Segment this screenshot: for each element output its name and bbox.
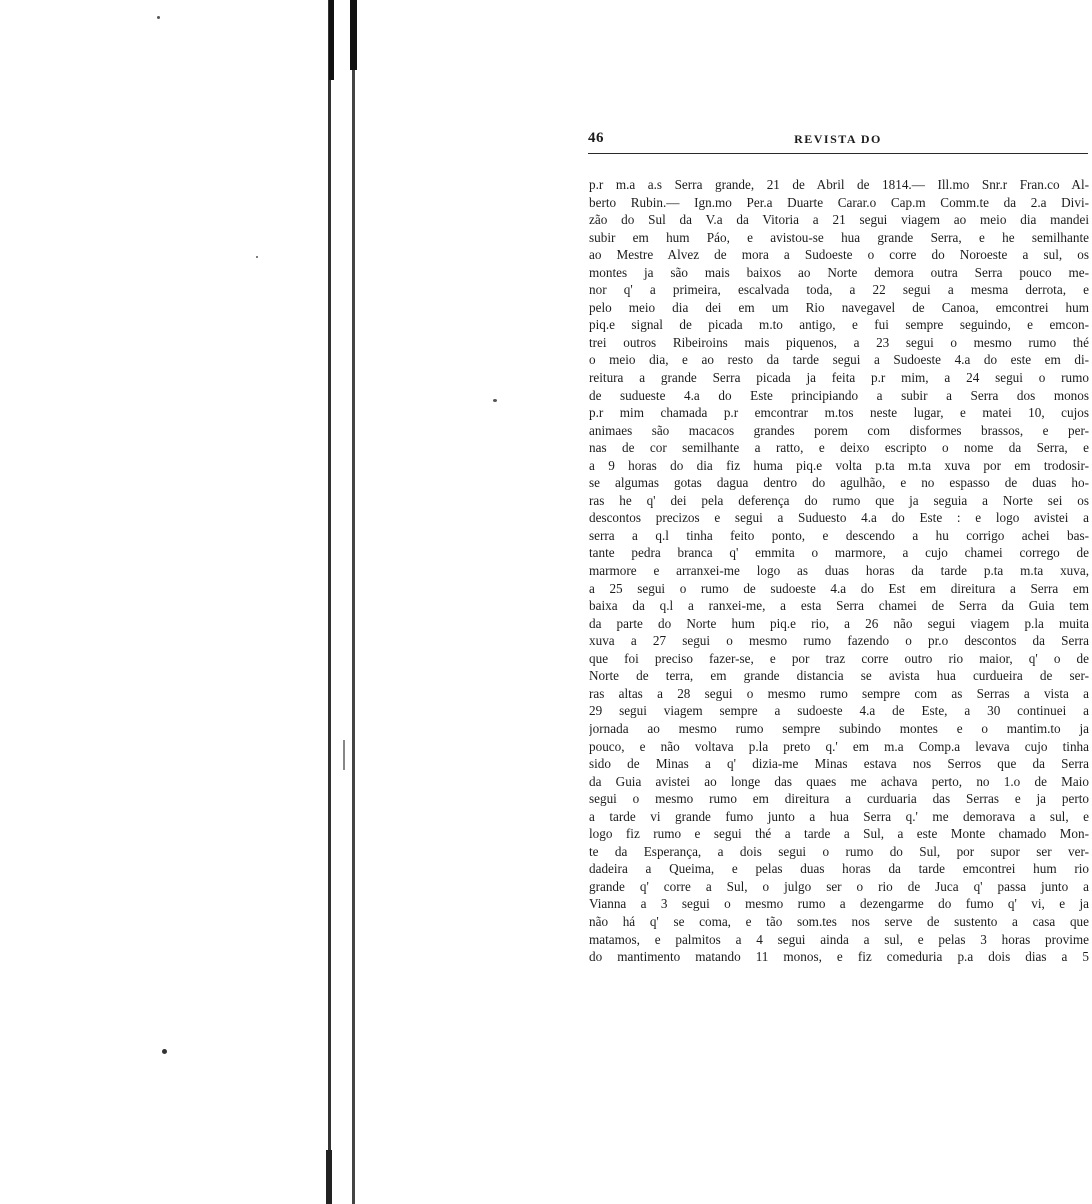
text-line: nor q' a primeira, escalvada toda, a 22 segui a mesma derrota, e	[589, 282, 1089, 298]
text-line: matamos, e palmitos a 4 segui ainda a sul, e pelas 3 horas provime	[589, 931, 1089, 947]
text-line: que foi preciso fazer-se, e por traz corre outro rio maior, q' o de	[589, 650, 1089, 666]
text-line: p.r mim chamada p.r emcontrar m.tos neste lugar, e matei 10, cujos	[589, 405, 1089, 421]
text-line: berto Rubin.— Ign.mo Per.a Duarte Carar.o Cap.m Comm.te da 2.a Divi-	[589, 194, 1089, 210]
body-text	[589, 176, 1089, 966]
text-line: do mantimento matando 11 monos, e fiz comeduria p.a dois dias a 5	[589, 949, 1089, 965]
running-head: REVISTA DO	[794, 132, 882, 146]
text-line: reitura a grande Serra picada ja feita p.r mim, a 24 segui o rumo	[589, 370, 1089, 386]
text-line: xuva a 27 segui o mesmo rumo fazendo o pr.o descontos da Serra	[589, 633, 1089, 649]
text-line: a tarde vi grande fumo junto a hua Serra q.' me demorava a sul, e	[589, 808, 1089, 824]
text-line: Norte de terra, em grande distancia se avista hua curdueira de ser-	[589, 668, 1089, 684]
text-line: jornada ao mesmo rumo sempre subindo montes e o mantim.to ja	[589, 720, 1089, 736]
text-line: a 25 segui o rumo de sudoeste 4.a do Est em direitura a Serra em	[589, 580, 1089, 596]
text-line: sido de Minas a q' dizia-me Minas estava nos Serros que da Serra	[589, 756, 1089, 772]
text-line: serra a q.l tinha feito ponto, e descendo a hu corrigo achei bas-	[589, 527, 1089, 543]
text-line: o meio dia, e ao resto da tarde segui a Sudoeste 4.a do este em di-	[589, 352, 1089, 368]
text-line: segui o mesmo rumo em direitura a curduaria das Serras e ja perto	[589, 791, 1089, 807]
text-line: animaes são macacos grandes porem com disformes brassos, e per-	[589, 422, 1089, 438]
text-line: descontos precizos e segui a Suduesto 4.a do Este : e logo avistei a	[589, 510, 1089, 526]
text-line: nas de cor semilhante a ratto, e deixo escripto o nome da Serra, e	[589, 440, 1089, 456]
text-line: da parte do Norte hum piq.e rio, a 26 não segui viagem p.la muita	[589, 615, 1089, 631]
text-line: montes ja são mais baixos ao Norte demora outra Serra pouco me-	[589, 264, 1089, 280]
text-line: grande q' corre a Sul, o julgo ser o rio de Juca q' passa junto a	[589, 878, 1089, 894]
text-line: piq.e signal de picada m.to antigo, e fui sempre seguindo, e emcon-	[589, 317, 1089, 333]
page-number: 46	[588, 130, 604, 146]
text-line: ras he q' dei pela deferença do rumo que ja seguia a Norte sei os	[589, 492, 1089, 508]
text-line: subir em hum Páo, e avistou-se hua grande Serra, e he semilhante	[589, 229, 1089, 245]
text-line: não há q' se coma, e tão som.tes nos serve de sustento a casa que	[589, 913, 1089, 929]
text-line: Vianna a 3 segui o mesmo rumo a dezengarme do fumo q' vi, e ja	[589, 896, 1089, 912]
text-line: pelo meio dia dei em um Rio navegavel de Canoa, emcontrei hum	[589, 299, 1089, 315]
text-line: ao Mestre Alvez de mora a Sudoeste o corre do Noroeste a sul, os	[589, 247, 1089, 263]
text-line: ras altas a 28 segui o mesmo rumo sempre com as Serras a vista a	[589, 685, 1089, 701]
text-line: baixa da q.l a ranxei-me, a esta Serra chamei de Serra da Guia tem	[589, 598, 1089, 614]
text-line: de sudueste 4.a do Este principiando a subir a Serra dos monos	[589, 387, 1089, 403]
text-line: 29 segui viagem sempre a sudoeste 4.a de Este, a 30 continuei a	[589, 703, 1089, 719]
text-line: a 9 horas do dia fiz huma piq.e volta p.ta m.ta xuva por em trodosir-	[589, 457, 1089, 473]
text-line: marmore e arranxei-me logo as duas horas da tarde p.ta m.ta xuva,	[589, 563, 1089, 579]
text-line: zão do Sul da V.a da Vitoria a 21 segui viagem ao meio dia mandei	[589, 212, 1089, 228]
page-header	[588, 130, 1088, 150]
text-line: pouco, e não voltava p.la preto q.' em m.a Comp.a levava cujo tinha	[589, 738, 1089, 754]
text-line: logo fiz rumo e segui thé a tarde a Sul, a este Monte chamado Mon-	[589, 826, 1089, 842]
header-rule	[588, 153, 1088, 154]
text-line: tante pedra branca q' emmita o marmore, a cujo chamei corrego de	[589, 545, 1089, 561]
text-line: trei outros Ribeiroins mais piquenos, a 23 segui o mesmo rumo thé	[589, 334, 1089, 350]
book-gutter-shadow	[322, 0, 362, 1204]
text-line: se algumas gotas dagua dentro do agulhão, e no espasso de duas ho-	[589, 475, 1089, 491]
text-line: dadeira a Queima, e pelas duas horas da tarde emcontrei hum rio	[589, 861, 1089, 877]
text-line: te da Esperança, a dois segui o rumo do Sul, por supor ser ver-	[589, 843, 1089, 859]
text-line: da Guia avistei ao longe das quaes me achava perto, no 1.o de Maio	[589, 773, 1089, 789]
text-line: p.r m.a a.s Serra grande, 21 de Abril de 1814.— Ill.mo Snr.r Fran.co Al-	[589, 177, 1089, 192]
